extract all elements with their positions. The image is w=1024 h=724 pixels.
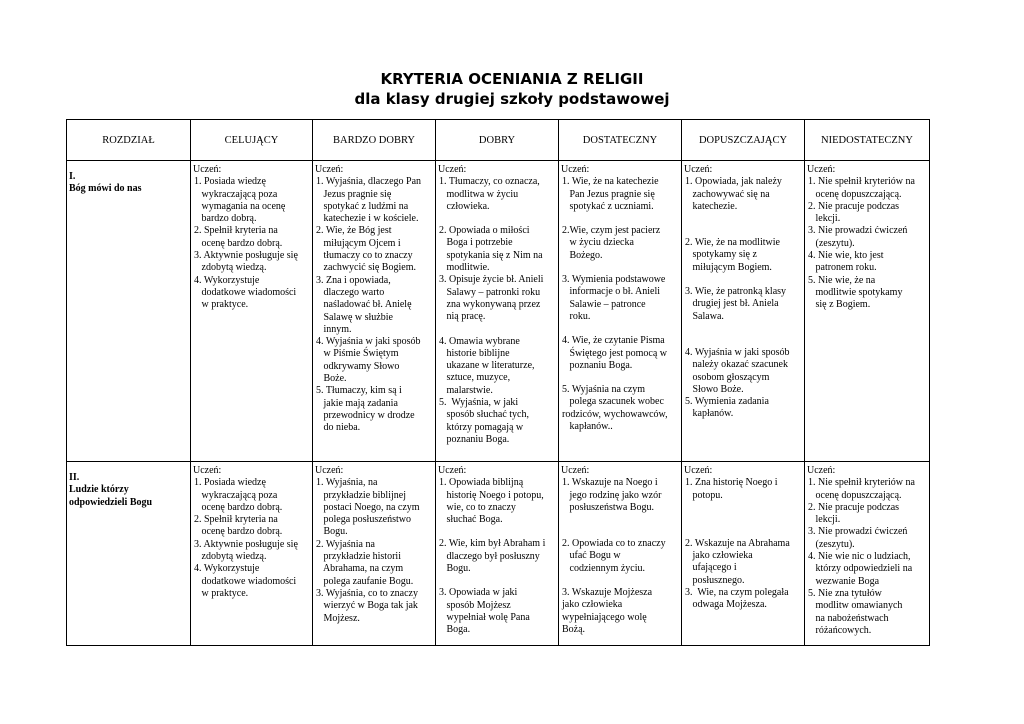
criteria-line: lekcji. bbox=[808, 213, 841, 225]
criteria-line: osobom głoszącym bbox=[685, 371, 770, 383]
criteria-line: roku. bbox=[562, 310, 591, 322]
criteria-line: sposób Mojżesz bbox=[439, 599, 511, 611]
table-row bbox=[67, 462, 930, 646]
criteria-line: 2. Opowiada o miłości bbox=[439, 225, 530, 237]
header-dostateczny: DOSTATECZNY bbox=[559, 120, 682, 161]
criteria-line: Bogu. bbox=[316, 526, 348, 538]
criteria-line: 2. Wie, że na modlitwie bbox=[685, 237, 780, 249]
criteria-line: ocenę bardzo dobrą. bbox=[194, 501, 283, 513]
criteria-line: 5. Tłumaczy, kim są i bbox=[316, 385, 402, 397]
criteria-line: sposób słuchać tych, bbox=[439, 409, 529, 421]
criteria-line: różańcowych. bbox=[808, 624, 872, 636]
criteria-line: 3. Nie prowadzi ćwiczeń bbox=[808, 526, 908, 538]
uczen-label: Uczeń: bbox=[561, 465, 590, 476]
criteria-line: w praktyce. bbox=[194, 587, 249, 599]
section-cell bbox=[67, 462, 191, 646]
criteria-line: 1. Wyjaśnia, dlaczego Pan bbox=[316, 176, 422, 188]
criteria-line: ukazane w literaturze, bbox=[439, 360, 535, 372]
spacer bbox=[684, 274, 802, 286]
criteria-line: spotykamy się z bbox=[685, 249, 757, 261]
criteria-line: 2. Wie, kim był Abraham i bbox=[439, 538, 546, 550]
criteria-line: ocenę bardzo dobrą. bbox=[194, 237, 283, 249]
criteria-line: przewodnicy w drodze bbox=[316, 409, 415, 421]
criteria-line: kapłanów. bbox=[685, 408, 734, 420]
criteria-line: 4. Nie wie, kto jest bbox=[808, 250, 884, 262]
criteria-line: Abrahama, na czym bbox=[316, 563, 404, 575]
criteria-line: jego rodzinę jako wzór bbox=[562, 489, 662, 501]
spacer bbox=[684, 514, 802, 526]
criteria-line: 3. Nie prowadzi ćwiczeń bbox=[808, 225, 908, 237]
uczen-label: Uczeń: bbox=[807, 164, 836, 175]
uczen-label: Uczeń: bbox=[193, 465, 222, 476]
spacer bbox=[561, 372, 679, 384]
criteria-line: historię Noego i potopu, bbox=[439, 489, 544, 501]
criteria-line: kapłanów.. bbox=[562, 421, 613, 433]
header-celujacy: CELUJĄCY bbox=[191, 120, 313, 161]
criteria-line: 3. Zna i opowiada, bbox=[316, 274, 391, 286]
criteria-line: 2. Spełnił kryteria na bbox=[194, 225, 278, 237]
criteria-line: rodziców, wychowawców, bbox=[562, 408, 668, 420]
criteria-line: tłumaczy co to znaczy bbox=[316, 250, 413, 262]
criteria-line: wypełniającego wolę bbox=[562, 611, 647, 623]
criteria-cell-dobry bbox=[436, 462, 559, 646]
criteria-line: Słowo Boże. bbox=[685, 383, 744, 395]
criteria-line: informacje o bł. Anieli bbox=[562, 286, 661, 298]
criteria-table bbox=[66, 119, 930, 646]
header-bardzo-dobry: BARDZO DOBRY bbox=[313, 120, 436, 161]
criteria-line: 4. Wyjaśnia w jaki sposób bbox=[685, 346, 790, 358]
criteria-line: Bożego. bbox=[562, 249, 603, 261]
criteria-line: 4. Nie wie nic o ludziach, bbox=[808, 551, 911, 563]
uczen-label: Uczeń: bbox=[684, 164, 713, 175]
criteria-line: 1. Wskazuje na Noego i bbox=[562, 477, 658, 489]
criteria-line: jako człowieka bbox=[685, 550, 753, 562]
criteria-line: Bożą. bbox=[562, 623, 586, 635]
criteria-line: potopu. bbox=[685, 489, 723, 501]
spacer bbox=[438, 575, 556, 587]
criteria-line: 2. Opowiada co to znaczy bbox=[562, 538, 666, 550]
criteria-line: odkrywamy Słowo bbox=[316, 360, 400, 372]
criteria-cell-celujacy bbox=[191, 462, 313, 646]
criteria-line: 4. Omawia wybrane bbox=[439, 335, 520, 347]
header-dobry: DOBRY bbox=[436, 120, 559, 161]
criteria-cell-dostateczny bbox=[559, 462, 682, 646]
uczen-label: Uczeń: bbox=[438, 465, 467, 476]
criteria-line: 3. Aktywnie posługuje się bbox=[194, 250, 298, 262]
criteria-line: do nieba. bbox=[316, 422, 361, 434]
criteria-line: 2. Wie, że Bóg jest bbox=[316, 225, 392, 237]
criteria-line: dlaczego warto bbox=[316, 286, 385, 298]
criteria-line: 5. Wymienia zadania bbox=[685, 396, 769, 408]
criteria-line: modlitw omawianych bbox=[808, 600, 903, 612]
criteria-line: wypełniał wolę Pana bbox=[439, 611, 530, 623]
criteria-line: 4. Wie, że czytanie Pisma bbox=[562, 335, 665, 347]
spacer bbox=[438, 213, 556, 225]
criteria-line: Świętego jest pomocą w bbox=[562, 347, 667, 359]
criteria-line: lekcji. bbox=[808, 514, 841, 526]
section-cell bbox=[67, 161, 191, 462]
criteria-line: spotykać z uczniami. bbox=[562, 200, 654, 212]
criteria-line: w życiu dziecka bbox=[562, 237, 634, 249]
criteria-line: 3. Opisuje życie bł. Anieli bbox=[439, 274, 544, 286]
criteria-line: (zeszytu). bbox=[808, 237, 855, 249]
criteria-line: wykraczającą poza bbox=[194, 188, 278, 200]
criteria-line: zachwycić się Bogiem. bbox=[316, 262, 416, 274]
criteria-line: historie biblijne bbox=[439, 347, 510, 359]
header-niedostateczny: NIEDOSTATECZNY bbox=[805, 120, 930, 161]
criteria-line: drugiej jest bł. Aniela bbox=[685, 298, 779, 310]
uczen-label: Uczeń: bbox=[807, 465, 836, 476]
section-name: Ludzie którzy odpowiedzieli Bogu bbox=[69, 484, 153, 508]
criteria-line: 5. Wyjaśnia, w jaki bbox=[439, 397, 519, 409]
table-row bbox=[67, 161, 930, 462]
criteria-line: 1. Zna historię Noego i bbox=[685, 477, 778, 489]
criteria-line: 1. Posiada wiedzę bbox=[194, 176, 266, 188]
criteria-line: wierzyć w Boga tak jak bbox=[316, 600, 418, 612]
criteria-line: 2. Spełnił kryteria na bbox=[194, 514, 278, 526]
criteria-line: 1. Wyjaśnia, na bbox=[316, 477, 378, 489]
criteria-line: ocenę dopuszczającą. bbox=[808, 188, 902, 200]
criteria-line: malarstwie. bbox=[439, 384, 493, 396]
criteria-line: 2. Wyjaśnia na bbox=[316, 538, 375, 550]
criteria-line: dodatkowe wiadomości bbox=[194, 286, 297, 298]
criteria-line: w praktyce. bbox=[194, 299, 249, 311]
criteria-line: 1. Wie, że na katechezie bbox=[562, 176, 659, 188]
spacer bbox=[684, 335, 802, 347]
criteria-line: Salawa. bbox=[685, 310, 724, 322]
header-dopuszczajacy: DOPUSZCZAJĄCY bbox=[682, 120, 805, 161]
criteria-line: przykładzie biblijnej bbox=[316, 489, 406, 501]
criteria-line: dodatkowe wiadomości bbox=[194, 575, 297, 587]
criteria-cell-dopuszczajacy bbox=[682, 161, 805, 462]
criteria-line: miłującym Bogiem. bbox=[685, 261, 772, 273]
criteria-line: polega posłuszeństwo bbox=[316, 514, 411, 526]
spacer bbox=[561, 575, 679, 587]
spacer bbox=[684, 323, 802, 335]
criteria-line: 3. Wymienia podstawowe bbox=[562, 274, 666, 286]
criteria-line: 2. Nie pracuje podczas bbox=[808, 200, 900, 212]
header-row bbox=[67, 120, 930, 161]
criteria-line: 3. Wskazuje Mojżesza bbox=[562, 587, 653, 599]
criteria-line: w Piśmie Świętym bbox=[316, 348, 399, 360]
criteria-line: ufającego i bbox=[685, 562, 737, 574]
criteria-line: (zeszytu). bbox=[808, 538, 855, 550]
criteria-line: 2. Nie pracuje podczas bbox=[808, 501, 900, 513]
spacer bbox=[684, 526, 802, 538]
criteria-line: 5. Wyjaśnia na czym bbox=[562, 384, 646, 396]
criteria-line: Boże. bbox=[316, 373, 347, 385]
header-rozdzial: ROZDZIAŁ bbox=[67, 120, 191, 161]
uczen-label: Uczeń: bbox=[315, 465, 344, 476]
section-name: Bóg mówi do nas bbox=[69, 183, 142, 195]
spacer bbox=[684, 225, 802, 237]
criteria-line: 3. Opowiada w jaki bbox=[439, 587, 518, 599]
criteria-line: wykraczającą poza bbox=[194, 489, 278, 501]
criteria-line: jako człowieka bbox=[562, 599, 623, 611]
criteria-line: dlaczego był posłuszny bbox=[439, 550, 540, 562]
spacer bbox=[561, 213, 679, 225]
criteria-line: bardzo dobrą. bbox=[194, 213, 257, 225]
criteria-line: Mojżesz. bbox=[316, 612, 360, 624]
criteria-line: wezwanie Boga bbox=[808, 575, 880, 587]
criteria-line: 3. Wie, że patronką klasy bbox=[685, 286, 787, 298]
document-title: KRYTERIA OCENIANIA Z RELIGII bbox=[380, 70, 644, 88]
criteria-line: posłuszeństwa Bogu. bbox=[562, 501, 654, 513]
uczen-label: Uczeń: bbox=[561, 164, 590, 175]
criteria-line: słuchać Boga. bbox=[439, 514, 503, 526]
criteria-line: Boga. bbox=[439, 624, 471, 636]
criteria-line: polega szacunek wobec bbox=[562, 396, 664, 408]
criteria-line: zdobytą wiedzą. bbox=[194, 551, 267, 563]
criteria-line: odwaga Mojżesza. bbox=[685, 599, 767, 611]
criteria-line: Salawę w służbie bbox=[316, 311, 393, 323]
criteria-line: katechezie. bbox=[685, 200, 738, 212]
uczen-label: Uczeń: bbox=[193, 164, 222, 175]
uczen-label: Uczeń: bbox=[438, 164, 467, 175]
criteria-cell-niedostateczny bbox=[805, 462, 930, 646]
criteria-line: postaci Noego, na czym bbox=[316, 501, 420, 513]
criteria-line: zachowywać się na bbox=[685, 188, 770, 200]
criteria-line: polega zaufanie Bogu. bbox=[316, 575, 414, 587]
criteria-line: Bogu. bbox=[439, 563, 471, 575]
criteria-line: naśladować bł. Anielę bbox=[316, 299, 412, 311]
section-number: I. bbox=[69, 171, 76, 182]
spacer bbox=[438, 324, 556, 336]
criteria-line: 1. Nie spełnił kryteriów na bbox=[808, 477, 915, 489]
criteria-cell-dobry bbox=[436, 161, 559, 462]
criteria-line: poznaniu Boga. bbox=[562, 359, 633, 371]
criteria-line: 3. Wyjaśnia, co to znaczy bbox=[316, 587, 418, 599]
criteria-line: 2. Wskazuje na Abrahama bbox=[685, 537, 790, 549]
criteria-line: zdobytą wiedzą. bbox=[194, 262, 267, 274]
criteria-line: 5. Nie zna tytułów bbox=[808, 587, 882, 599]
spacer bbox=[684, 213, 802, 225]
criteria-line: przykładzie historii bbox=[316, 551, 401, 563]
spacer bbox=[684, 502, 802, 514]
criteria-cell-dostateczny bbox=[559, 161, 682, 462]
criteria-line: 1. Tłumaczy, co oznacza, bbox=[439, 176, 540, 188]
criteria-line: 3. Aktywnie posługuje się bbox=[194, 538, 298, 550]
criteria-line: Pan Jezus pragnie się bbox=[562, 188, 655, 200]
criteria-line: innym. bbox=[316, 323, 352, 335]
criteria-line: 1. Opowiada biblijną bbox=[439, 477, 524, 489]
criteria-line: modlitwa w życiu bbox=[439, 188, 519, 200]
criteria-line: ocenę bardzo dobrą. bbox=[194, 526, 283, 538]
criteria-line: patronem roku. bbox=[808, 262, 877, 274]
criteria-line: miłującym Ojcem i bbox=[316, 237, 401, 249]
criteria-line: jakie mają zadania bbox=[316, 397, 398, 409]
spacer bbox=[561, 526, 679, 538]
criteria-line: posłusznego. bbox=[685, 574, 745, 586]
criteria-line: katechezie i w kościele. bbox=[316, 213, 419, 225]
criteria-line: codziennym życiu. bbox=[562, 562, 646, 574]
criteria-line: człowieka. bbox=[439, 200, 490, 212]
criteria-line: należy okazać szacunek bbox=[685, 359, 788, 371]
criteria-line: Boga i potrzebie bbox=[439, 237, 513, 249]
criteria-line: 1. Opowiada, jak należy bbox=[685, 176, 782, 188]
criteria-line: 4. Wykorzystuje bbox=[194, 274, 260, 286]
criteria-line: modlitwie. bbox=[439, 262, 490, 274]
uczen-label: Uczeń: bbox=[684, 465, 713, 476]
criteria-cell-dopuszczajacy bbox=[682, 462, 805, 646]
document-subtitle: dla klasy drugiej szkoły podstawowej bbox=[354, 90, 670, 108]
criteria-line: się z Bogiem. bbox=[808, 299, 871, 311]
criteria-line: ocenę dopuszczającą. bbox=[808, 489, 902, 501]
spacer bbox=[438, 526, 556, 538]
criteria-line: 2.Wie, czym jest pacierz bbox=[562, 225, 661, 237]
criteria-line: Salawie – patronce bbox=[562, 298, 646, 310]
criteria-line: Salawy – patronki roku bbox=[439, 286, 541, 298]
criteria-cell-bardzo-dobry bbox=[313, 462, 436, 646]
uczen-label: Uczeń: bbox=[315, 164, 344, 175]
criteria-line: 5. Nie wie, że na bbox=[808, 274, 876, 286]
criteria-line: wymagania na ocenę bbox=[194, 200, 286, 212]
criteria-line: wie, co to znaczy bbox=[439, 501, 516, 513]
criteria-cell-bardzo-dobry bbox=[313, 161, 436, 462]
spacer bbox=[561, 323, 679, 335]
criteria-line: 1. Posiada wiedzę bbox=[194, 477, 266, 489]
criteria-line: którzy odpowiedzieli na bbox=[808, 563, 913, 575]
criteria-line: 4. Wyjaśnia w jaki sposób bbox=[316, 336, 421, 348]
criteria-line: Jezus pragnie się bbox=[316, 188, 392, 200]
spacer bbox=[561, 514, 679, 526]
criteria-line: spotykania się z Nim na bbox=[439, 249, 543, 261]
criteria-line: 3. Wie, na czym polegała bbox=[685, 587, 789, 599]
criteria-line: sztuce, muzyce, bbox=[439, 372, 511, 384]
criteria-line: spotykać z ludźmi na bbox=[316, 200, 409, 212]
criteria-cell-niedostateczny bbox=[805, 161, 930, 462]
criteria-line: ufać Bogu w bbox=[562, 550, 621, 562]
criteria-line: 4. Wykorzystuje bbox=[194, 563, 260, 575]
criteria-cell-celujacy bbox=[191, 161, 313, 462]
section-number: II. bbox=[69, 472, 80, 483]
criteria-line: 1. Nie spełnił kryteriów na bbox=[808, 176, 915, 188]
criteria-line: modlitwie spotykamy bbox=[808, 286, 903, 298]
criteria-line: na nabożeństwach bbox=[808, 612, 889, 624]
criteria-line: nią pracę. bbox=[439, 311, 486, 323]
criteria-line: zna wykonywaną przez bbox=[439, 298, 541, 310]
criteria-line: poznaniu Boga. bbox=[439, 433, 510, 445]
spacer bbox=[561, 262, 679, 274]
criteria-line: którzy pomagają w bbox=[439, 421, 524, 433]
